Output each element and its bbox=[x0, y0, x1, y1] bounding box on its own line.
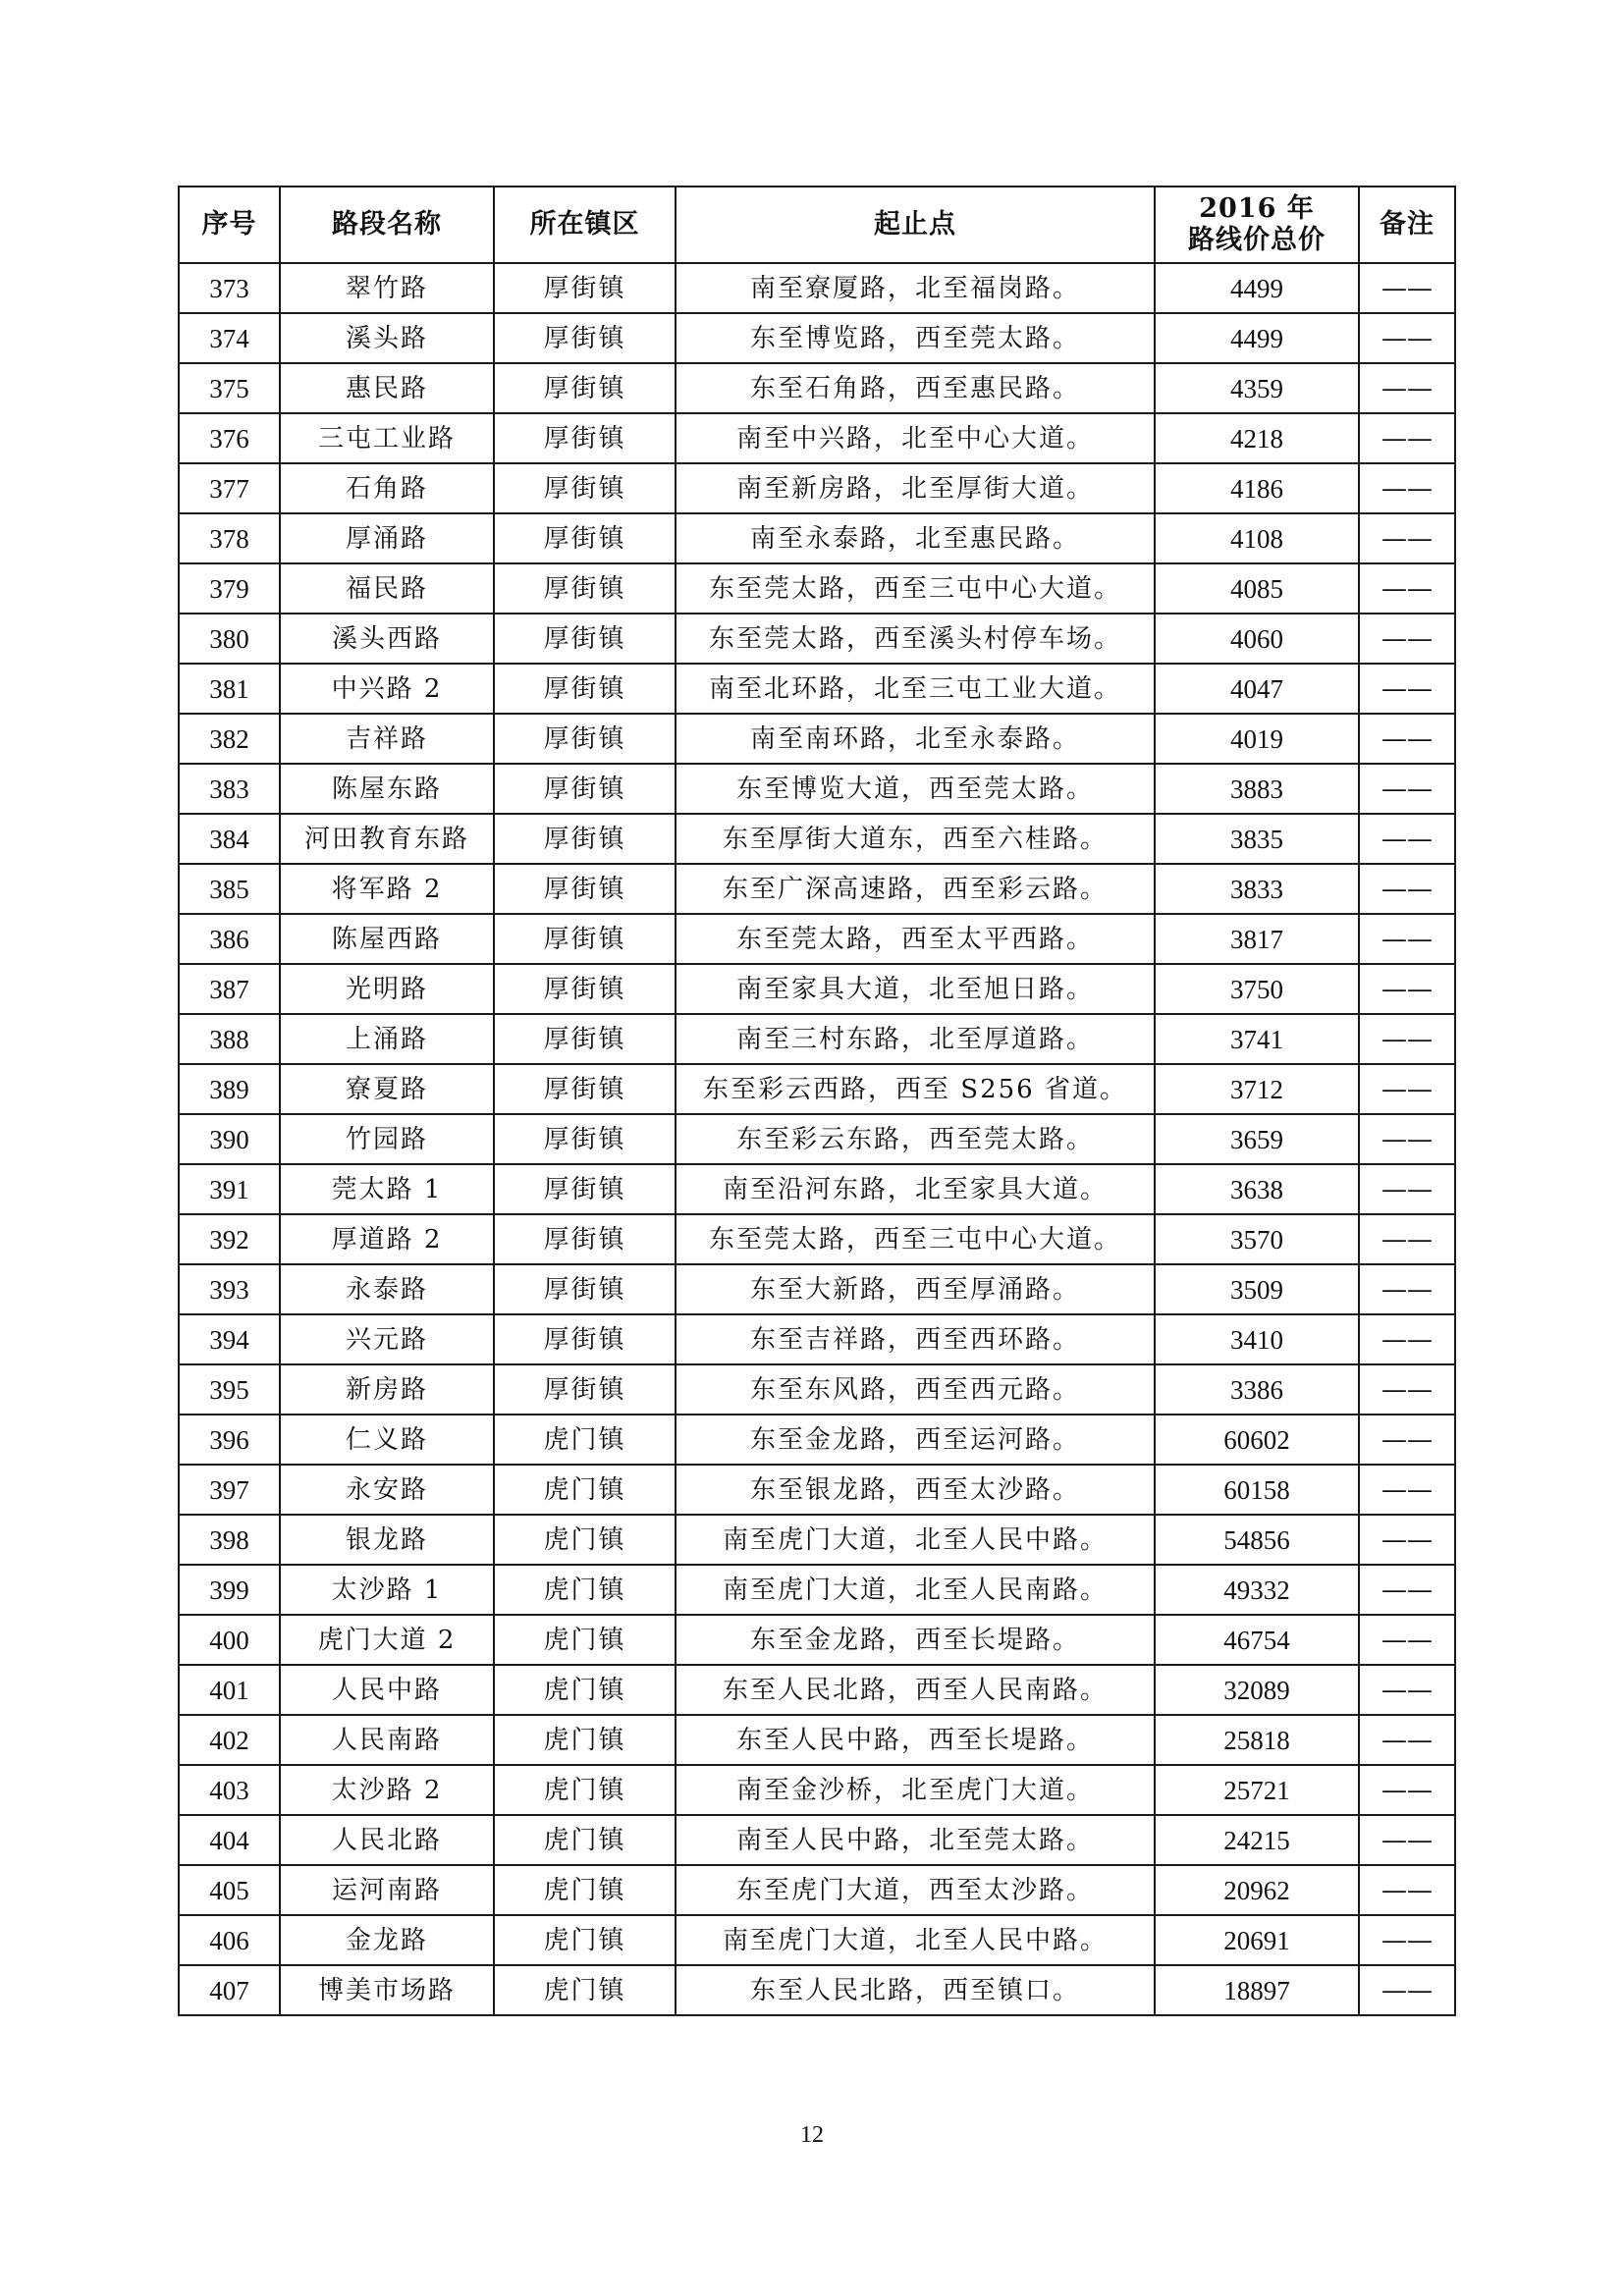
table-row bbox=[179, 1965, 1455, 2015]
table-row bbox=[179, 363, 1455, 413]
cell-endpoints: 南至虎门大道，北至人民中路。 bbox=[676, 1915, 1155, 1965]
cell-town: 厚街镇 bbox=[494, 1114, 676, 1164]
cell-seq: 377 bbox=[179, 463, 280, 513]
cell-town: 厚街镇 bbox=[494, 1314, 676, 1364]
table-row bbox=[179, 1815, 1455, 1865]
cell-remark: —— bbox=[1359, 513, 1455, 563]
cell-endpoints: 南至南环路，北至永泰路。 bbox=[676, 714, 1155, 764]
cell-endpoints: 东至人民北路，西至镇口。 bbox=[676, 1965, 1155, 2015]
cell-road-name: 金龙路 bbox=[280, 1915, 494, 1965]
table-row bbox=[179, 714, 1455, 764]
table-row bbox=[179, 1615, 1455, 1665]
table-body bbox=[179, 263, 1455, 2015]
table-row bbox=[179, 1164, 1455, 1214]
cell-town: 厚街镇 bbox=[494, 914, 676, 964]
cell-remark: —— bbox=[1359, 563, 1455, 614]
cell-road-name: 河田教育东路 bbox=[280, 814, 494, 864]
cell-price: 4218 bbox=[1155, 413, 1359, 463]
cell-price: 54856 bbox=[1155, 1515, 1359, 1565]
cell-seq: 391 bbox=[179, 1164, 280, 1214]
table-row bbox=[179, 1665, 1455, 1715]
table-row bbox=[179, 463, 1455, 513]
table-row bbox=[179, 814, 1455, 864]
cell-price: 3817 bbox=[1155, 914, 1359, 964]
cell-price: 3835 bbox=[1155, 814, 1359, 864]
cell-road-name: 福民路 bbox=[280, 563, 494, 614]
cell-remark: —— bbox=[1359, 263, 1455, 313]
cell-remark: —— bbox=[1359, 1515, 1455, 1565]
cell-seq: 384 bbox=[179, 814, 280, 864]
cell-seq: 401 bbox=[179, 1665, 280, 1715]
cell-road-name: 人民北路 bbox=[280, 1815, 494, 1865]
cell-endpoints: 东至厚街大道东，西至六桂路。 bbox=[676, 814, 1155, 864]
cell-price: 24215 bbox=[1155, 1815, 1359, 1865]
cell-seq: 386 bbox=[179, 914, 280, 964]
cell-remark: —— bbox=[1359, 1164, 1455, 1214]
cell-price: 60602 bbox=[1155, 1415, 1359, 1465]
table-header-row bbox=[179, 187, 1455, 263]
cell-town: 厚街镇 bbox=[494, 1214, 676, 1264]
cell-price: 25721 bbox=[1155, 1765, 1359, 1815]
cell-town: 虎门镇 bbox=[494, 1665, 676, 1715]
cell-town: 虎门镇 bbox=[494, 1615, 676, 1665]
cell-remark: —— bbox=[1359, 463, 1455, 513]
cell-town: 厚街镇 bbox=[494, 513, 676, 563]
table-row bbox=[179, 563, 1455, 614]
cell-price: 4085 bbox=[1155, 563, 1359, 614]
cell-remark: —— bbox=[1359, 413, 1455, 463]
header-remark: 备注 bbox=[1359, 187, 1455, 263]
cell-remark: —— bbox=[1359, 1565, 1455, 1615]
table-row bbox=[179, 513, 1455, 563]
cell-endpoints: 东至莞太路，西至溪头村停车场。 bbox=[676, 614, 1155, 664]
cell-remark: —— bbox=[1359, 1064, 1455, 1114]
cell-endpoints: 东至人民北路，西至人民南路。 bbox=[676, 1665, 1155, 1715]
cell-remark: —— bbox=[1359, 1314, 1455, 1364]
cell-seq: 383 bbox=[179, 764, 280, 814]
cell-town: 厚街镇 bbox=[494, 814, 676, 864]
header-price-line1: 2016 年 bbox=[1199, 193, 1315, 224]
cell-endpoints: 南至三村东路，北至厚道路。 bbox=[676, 1014, 1155, 1064]
cell-price: 3659 bbox=[1155, 1114, 1359, 1164]
cell-town: 厚街镇 bbox=[494, 1164, 676, 1214]
cell-seq: 393 bbox=[179, 1264, 280, 1314]
cell-road-name: 溪头西路 bbox=[280, 614, 494, 664]
cell-town: 厚街镇 bbox=[494, 1364, 676, 1415]
header-price-line2: 路线价总价 bbox=[1188, 225, 1326, 255]
cell-seq: 385 bbox=[179, 864, 280, 914]
cell-road-name: 运河南路 bbox=[280, 1865, 494, 1915]
cell-price: 3638 bbox=[1155, 1164, 1359, 1214]
cell-road-name: 永泰路 bbox=[280, 1264, 494, 1314]
cell-town: 厚街镇 bbox=[494, 1064, 676, 1114]
cell-remark: —— bbox=[1359, 1815, 1455, 1865]
cell-road-name: 新房路 bbox=[280, 1364, 494, 1415]
cell-price: 4060 bbox=[1155, 614, 1359, 664]
cell-endpoints: 南至金沙桥，北至虎门大道。 bbox=[676, 1765, 1155, 1815]
cell-town: 厚街镇 bbox=[494, 563, 676, 614]
cell-price: 4186 bbox=[1155, 463, 1359, 513]
cell-road-name: 厚道路 2 bbox=[280, 1214, 494, 1264]
cell-seq: 396 bbox=[179, 1415, 280, 1465]
cell-seq: 389 bbox=[179, 1064, 280, 1114]
table-row bbox=[179, 1865, 1455, 1915]
cell-seq: 402 bbox=[179, 1715, 280, 1765]
table-row bbox=[179, 664, 1455, 714]
cell-endpoints: 东至东风路，西至西元路。 bbox=[676, 1364, 1155, 1415]
cell-seq: 399 bbox=[179, 1565, 280, 1615]
cell-endpoints: 东至大新路，西至厚涌路。 bbox=[676, 1264, 1155, 1314]
cell-price: 49332 bbox=[1155, 1565, 1359, 1615]
cell-town: 虎门镇 bbox=[494, 1515, 676, 1565]
table-row bbox=[179, 263, 1455, 313]
cell-town: 厚街镇 bbox=[494, 764, 676, 814]
cell-endpoints: 南至虎门大道，北至人民中路。 bbox=[676, 1515, 1155, 1565]
table-row bbox=[179, 1064, 1455, 1114]
cell-endpoints: 东至虎门大道，西至太沙路。 bbox=[676, 1865, 1155, 1915]
cell-road-name: 寮夏路 bbox=[280, 1064, 494, 1114]
cell-town: 厚街镇 bbox=[494, 1264, 676, 1314]
cell-town: 厚街镇 bbox=[494, 413, 676, 463]
cell-road-name: 石角路 bbox=[280, 463, 494, 513]
cell-price: 3833 bbox=[1155, 864, 1359, 914]
cell-endpoints: 东至彩云西路，西至 S256 省道。 bbox=[676, 1064, 1155, 1114]
table-row bbox=[179, 413, 1455, 463]
cell-endpoints: 南至沿河东路，北至家具大道。 bbox=[676, 1164, 1155, 1214]
cell-town: 厚街镇 bbox=[494, 313, 676, 363]
cell-road-name: 三屯工业路 bbox=[280, 413, 494, 463]
cell-remark: —— bbox=[1359, 313, 1455, 363]
cell-endpoints: 东至石角路，西至惠民路。 bbox=[676, 363, 1155, 413]
cell-seq: 387 bbox=[179, 964, 280, 1014]
cell-seq: 395 bbox=[179, 1364, 280, 1415]
table-row bbox=[179, 1515, 1455, 1565]
cell-seq: 388 bbox=[179, 1014, 280, 1064]
cell-seq: 374 bbox=[179, 313, 280, 363]
cell-remark: —— bbox=[1359, 814, 1455, 864]
cell-endpoints: 南至新房路，北至厚街大道。 bbox=[676, 463, 1155, 513]
cell-road-name: 竹园路 bbox=[280, 1114, 494, 1164]
table-row bbox=[179, 1565, 1455, 1615]
cell-road-name: 吉祥路 bbox=[280, 714, 494, 764]
cell-road-name: 溪头路 bbox=[280, 313, 494, 363]
cell-remark: —— bbox=[1359, 1665, 1455, 1715]
cell-endpoints: 南至寮厦路，北至福岗路。 bbox=[676, 263, 1155, 313]
cell-road-name: 陈屋东路 bbox=[280, 764, 494, 814]
cell-town: 虎门镇 bbox=[494, 1815, 676, 1865]
cell-road-name: 莞太路 1 bbox=[280, 1164, 494, 1214]
cell-remark: —— bbox=[1359, 1715, 1455, 1765]
cell-town: 虎门镇 bbox=[494, 1465, 676, 1515]
table-row bbox=[179, 1314, 1455, 1364]
cell-price: 18897 bbox=[1155, 1965, 1359, 2015]
cell-endpoints: 东至莞太路，西至太平西路。 bbox=[676, 914, 1155, 964]
cell-town: 虎门镇 bbox=[494, 1765, 676, 1815]
cell-seq: 406 bbox=[179, 1915, 280, 1965]
cell-seq: 380 bbox=[179, 614, 280, 664]
cell-road-name: 陈屋西路 bbox=[280, 914, 494, 964]
cell-seq: 373 bbox=[179, 263, 280, 313]
road-price-table bbox=[178, 186, 1456, 2016]
cell-seq: 404 bbox=[179, 1815, 280, 1865]
cell-seq: 390 bbox=[179, 1114, 280, 1164]
header-endpoints: 起止点 bbox=[676, 187, 1155, 263]
cell-road-name: 仁义路 bbox=[280, 1415, 494, 1465]
cell-remark: —— bbox=[1359, 764, 1455, 814]
cell-seq: 375 bbox=[179, 363, 280, 413]
table-row bbox=[179, 1014, 1455, 1064]
cell-seq: 398 bbox=[179, 1515, 280, 1565]
cell-town: 厚街镇 bbox=[494, 714, 676, 764]
header-seq: 序号 bbox=[179, 187, 280, 263]
cell-road-name: 光明路 bbox=[280, 964, 494, 1014]
cell-remark: —— bbox=[1359, 1114, 1455, 1164]
cell-remark: —— bbox=[1359, 1865, 1455, 1915]
cell-endpoints: 南至虎门大道，北至人民南路。 bbox=[676, 1565, 1155, 1615]
cell-road-name: 中兴路 2 bbox=[280, 664, 494, 714]
cell-price: 3712 bbox=[1155, 1064, 1359, 1114]
cell-town: 厚街镇 bbox=[494, 263, 676, 313]
table-row bbox=[179, 1465, 1455, 1515]
cell-road-name: 人民南路 bbox=[280, 1715, 494, 1765]
cell-town: 虎门镇 bbox=[494, 1415, 676, 1465]
cell-seq: 392 bbox=[179, 1214, 280, 1264]
cell-price: 20962 bbox=[1155, 1865, 1359, 1915]
cell-price: 3750 bbox=[1155, 964, 1359, 1014]
table-row bbox=[179, 1364, 1455, 1415]
cell-endpoints: 东至广深高速路，西至彩云路。 bbox=[676, 864, 1155, 914]
cell-town: 虎门镇 bbox=[494, 1915, 676, 1965]
cell-seq: 379 bbox=[179, 563, 280, 614]
cell-remark: —— bbox=[1359, 964, 1455, 1014]
cell-price: 4359 bbox=[1155, 363, 1359, 413]
cell-road-name: 兴元路 bbox=[280, 1314, 494, 1364]
cell-price: 4047 bbox=[1155, 664, 1359, 714]
cell-price: 4019 bbox=[1155, 714, 1359, 764]
table-row bbox=[179, 313, 1455, 363]
cell-town: 虎门镇 bbox=[494, 1565, 676, 1615]
cell-seq: 405 bbox=[179, 1865, 280, 1915]
cell-remark: —— bbox=[1359, 914, 1455, 964]
cell-remark: —— bbox=[1359, 1264, 1455, 1314]
cell-remark: —— bbox=[1359, 664, 1455, 714]
header-road-name: 路段名称 bbox=[280, 187, 494, 263]
cell-seq: 378 bbox=[179, 513, 280, 563]
cell-endpoints: 东至莞太路，西至三屯中心大道。 bbox=[676, 563, 1155, 614]
cell-seq: 403 bbox=[179, 1765, 280, 1815]
cell-town: 虎门镇 bbox=[494, 1865, 676, 1915]
cell-endpoints: 东至博览路，西至莞太路。 bbox=[676, 313, 1155, 363]
cell-endpoints: 南至家具大道，北至旭日路。 bbox=[676, 964, 1155, 1014]
cell-town: 厚街镇 bbox=[494, 664, 676, 714]
cell-seq: 381 bbox=[179, 664, 280, 714]
cell-remark: —— bbox=[1359, 1765, 1455, 1815]
cell-remark: —— bbox=[1359, 1364, 1455, 1415]
cell-road-name: 将军路 2 bbox=[280, 864, 494, 914]
cell-endpoints: 东至彩云东路，西至莞太路。 bbox=[676, 1114, 1155, 1164]
cell-road-name: 银龙路 bbox=[280, 1515, 494, 1565]
cell-price: 25818 bbox=[1155, 1715, 1359, 1765]
cell-price: 32089 bbox=[1155, 1665, 1359, 1715]
cell-endpoints: 南至北环路，北至三屯工业大道。 bbox=[676, 664, 1155, 714]
cell-endpoints: 东至博览大道，西至莞太路。 bbox=[676, 764, 1155, 814]
cell-endpoints: 东至莞太路，西至三屯中心大道。 bbox=[676, 1214, 1155, 1264]
cell-road-name: 人民中路 bbox=[280, 1665, 494, 1715]
table-row bbox=[179, 1114, 1455, 1164]
table-row bbox=[179, 1915, 1455, 1965]
cell-remark: —— bbox=[1359, 1465, 1455, 1515]
cell-road-name: 厚涌路 bbox=[280, 513, 494, 563]
cell-price: 4108 bbox=[1155, 513, 1359, 563]
cell-price: 60158 bbox=[1155, 1465, 1359, 1515]
cell-town: 厚街镇 bbox=[494, 363, 676, 413]
cell-price: 3741 bbox=[1155, 1014, 1359, 1064]
cell-price: 3509 bbox=[1155, 1264, 1359, 1314]
cell-remark: —— bbox=[1359, 1615, 1455, 1665]
page-number: 12 bbox=[800, 2122, 824, 2148]
cell-seq: 407 bbox=[179, 1965, 280, 2015]
table-row bbox=[179, 914, 1455, 964]
cell-price: 3410 bbox=[1155, 1314, 1359, 1364]
header-town: 所在镇区 bbox=[494, 187, 676, 263]
cell-price: 4499 bbox=[1155, 263, 1359, 313]
cell-remark: —— bbox=[1359, 864, 1455, 914]
cell-price: 3883 bbox=[1155, 764, 1359, 814]
table-row bbox=[179, 1715, 1455, 1765]
cell-town: 厚街镇 bbox=[494, 614, 676, 664]
cell-remark: —— bbox=[1359, 714, 1455, 764]
table-row bbox=[179, 864, 1455, 914]
cell-remark: —— bbox=[1359, 1214, 1455, 1264]
cell-seq: 376 bbox=[179, 413, 280, 463]
cell-endpoints: 东至银龙路，西至太沙路。 bbox=[676, 1465, 1155, 1515]
cell-seq: 397 bbox=[179, 1465, 280, 1515]
table-row bbox=[179, 1765, 1455, 1815]
cell-price: 20691 bbox=[1155, 1915, 1359, 1965]
cell-endpoints: 东至人民中路，西至长堤路。 bbox=[676, 1715, 1155, 1765]
cell-town: 厚街镇 bbox=[494, 964, 676, 1014]
cell-remark: —— bbox=[1359, 614, 1455, 664]
cell-price: 3570 bbox=[1155, 1214, 1359, 1264]
table-row bbox=[179, 1264, 1455, 1314]
cell-town: 虎门镇 bbox=[494, 1965, 676, 2015]
cell-seq: 400 bbox=[179, 1615, 280, 1665]
table-row bbox=[179, 614, 1455, 664]
cell-remark: —— bbox=[1359, 363, 1455, 413]
cell-endpoints: 东至金龙路，西至长堤路。 bbox=[676, 1615, 1155, 1665]
table-row bbox=[179, 964, 1455, 1014]
cell-endpoints: 东至吉祥路，西至西环路。 bbox=[676, 1314, 1155, 1364]
cell-road-name: 惠民路 bbox=[280, 363, 494, 413]
cell-remark: —— bbox=[1359, 1965, 1455, 2015]
cell-price: 3386 bbox=[1155, 1364, 1359, 1415]
cell-road-name: 虎门大道 2 bbox=[280, 1615, 494, 1665]
cell-seq: 382 bbox=[179, 714, 280, 764]
table-row bbox=[179, 1415, 1455, 1465]
cell-remark: —— bbox=[1359, 1915, 1455, 1965]
cell-road-name: 永安路 bbox=[280, 1465, 494, 1515]
cell-endpoints: 南至永泰路，北至惠民路。 bbox=[676, 513, 1155, 563]
cell-road-name: 博美市场路 bbox=[280, 1965, 494, 2015]
cell-price: 46754 bbox=[1155, 1615, 1359, 1665]
cell-remark: —— bbox=[1359, 1014, 1455, 1064]
cell-road-name: 上涌路 bbox=[280, 1014, 494, 1064]
cell-town: 虎门镇 bbox=[494, 1715, 676, 1765]
cell-town: 厚街镇 bbox=[494, 1014, 676, 1064]
cell-town: 厚街镇 bbox=[494, 463, 676, 513]
cell-endpoints: 东至金龙路，西至运河路。 bbox=[676, 1415, 1155, 1465]
header-price bbox=[1155, 187, 1359, 263]
table-row bbox=[179, 1214, 1455, 1264]
cell-road-name: 太沙路 2 bbox=[280, 1765, 494, 1815]
cell-seq: 394 bbox=[179, 1314, 280, 1364]
cell-road-name: 太沙路 1 bbox=[280, 1565, 494, 1615]
cell-endpoints: 南至中兴路，北至中心大道。 bbox=[676, 413, 1155, 463]
cell-road-name: 翠竹路 bbox=[280, 263, 494, 313]
cell-endpoints: 南至人民中路，北至莞太路。 bbox=[676, 1815, 1155, 1865]
cell-remark: —— bbox=[1359, 1415, 1455, 1465]
cell-price: 4499 bbox=[1155, 313, 1359, 363]
cell-town: 厚街镇 bbox=[494, 864, 676, 914]
table-row bbox=[179, 764, 1455, 814]
